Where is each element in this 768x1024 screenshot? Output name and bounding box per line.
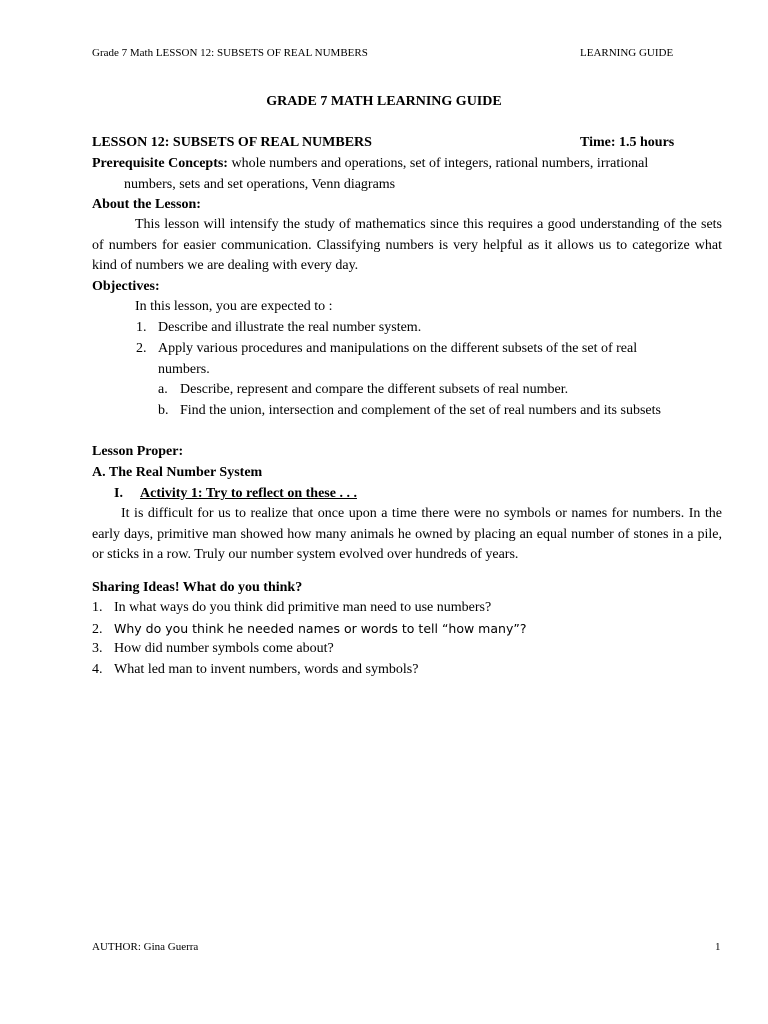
question-item <box>92 619 526 640</box>
sharing-heading: Sharing Ideas! What do you think? <box>92 580 303 595</box>
lesson-proper-heading: Lesson Proper: <box>92 444 184 459</box>
objective-text-continued: numbers. <box>158 362 210 377</box>
prerequisite-text: whole numbers and operations, set of integers, rational numbers, irrational <box>231 156 649 171</box>
objective-text: Apply various procedures and manipulations on the different subsets of the set of real <box>158 341 638 356</box>
lesson-time: Time: 1.5 hours <box>580 135 675 150</box>
objective-number: 1. <box>136 320 147 335</box>
activity-line <box>114 484 357 504</box>
running-header-left: Grade 7 Math LESSON 12: SUBSETS OF REAL NUMBERS <box>92 47 368 59</box>
objectives-intro: In this lesson, you are expected to : <box>135 299 333 314</box>
lesson-title: LESSON 12: SUBSETS OF REAL NUMBERS <box>92 135 372 150</box>
page-title: GRADE 7 MATH LEARNING GUIDE <box>266 94 502 109</box>
objective-item <box>136 339 637 359</box>
prerequisite-text-continued: numbers, sets and set operations, Venn diagrams <box>124 177 396 192</box>
activity-numeral: I. <box>114 486 123 501</box>
objective-text: Describe and illustrate the real number system. <box>158 320 422 335</box>
question-text: What led man to invent numbers, words and symbols? <box>114 662 419 677</box>
subitem-letter: a. <box>158 382 168 397</box>
question-item <box>92 598 491 618</box>
question-number: 2. <box>92 622 103 637</box>
activity-paragraph: It is difficult for us to realize that once upon a time there were no symbols or names for numbers. In the early days, primitive man showed how many animals he owned by placing an equal number of stones in a pile, or sticks in a row. Truly our number system evolved over hundreds of years. <box>92 506 722 563</box>
prerequisite-line <box>92 154 648 174</box>
question-text: In what ways do you think did primitive man need to use numbers? <box>114 600 492 615</box>
objective-subitem <box>158 380 568 400</box>
page-number: 1 <box>715 941 721 953</box>
question-number: 1. <box>92 600 103 615</box>
subitem-text: Describe, represent and compare the different subsets of real number. <box>180 382 569 397</box>
running-header-right: LEARNING GUIDE <box>580 47 674 59</box>
activity-title: Activity 1: Try to reflect on these . . . <box>140 486 357 501</box>
question-number: 4. <box>92 662 103 677</box>
subitem-letter: b. <box>158 403 169 418</box>
question-number: 3. <box>92 641 103 656</box>
subitem-text: Find the union, intersection and complement of the set of real numbers and its subsets <box>180 403 661 418</box>
section-a-heading: A. The Real Number System <box>92 465 263 480</box>
objective-item <box>136 318 421 338</box>
objectives-heading: Objectives: <box>92 279 160 294</box>
question-text: How did number symbols come about? <box>114 641 334 656</box>
about-heading: About the Lesson: <box>92 197 201 212</box>
prerequisite-label: Prerequisite Concepts: <box>92 156 228 171</box>
objective-number: 2. <box>136 341 147 356</box>
question-text: Why do you think he needed names or words to tell “how many”? <box>114 621 527 636</box>
footer-author: AUTHOR: Gina Guerra <box>92 941 199 953</box>
objective-subitem <box>158 401 661 421</box>
about-paragraph: This lesson will intensify the study of mathematics since this requires a good understanding of the sets of numbers for easier communication. Classifying numbers is very helpful as it allows us to categorize what kind of numbers we are dealing with every day. <box>92 217 722 274</box>
question-item <box>92 639 334 659</box>
question-item <box>92 660 418 680</box>
